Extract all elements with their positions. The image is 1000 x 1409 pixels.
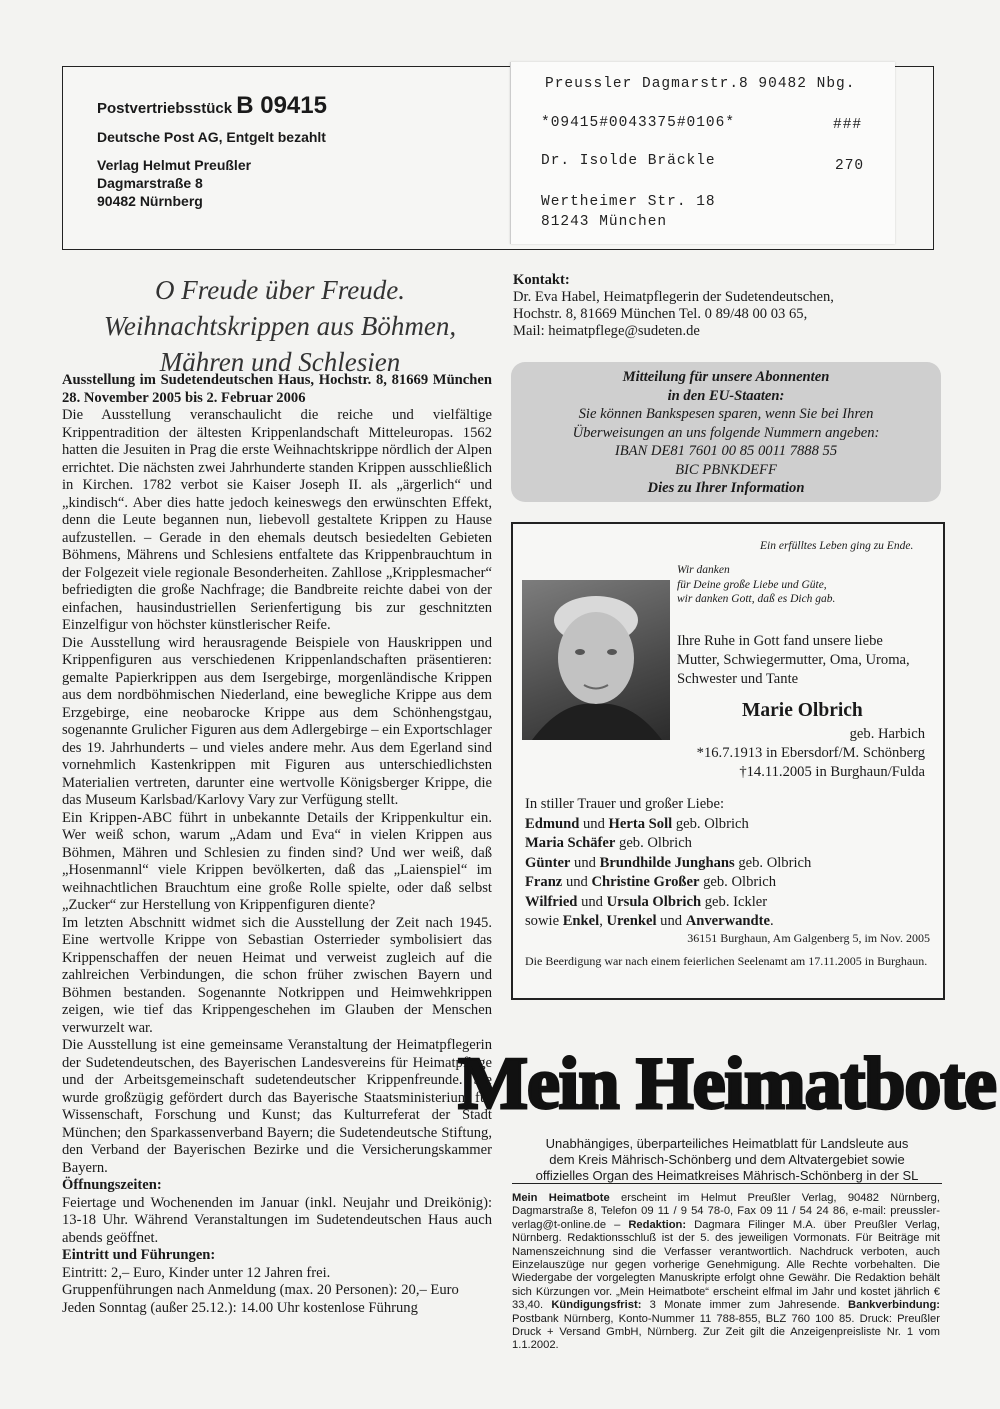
- entry-line: Jeden Sonntag (außer 25.12.): 14.00 Uhr kostenlose Führung: [62, 1299, 418, 1316]
- imprint-part: Postbank Nürnberg, Konto-Nummer 11 788-855, BLZ 760 100 85. Druck: Preußler Druck + Versand GmbH, Nürnberg. Zur Zeit gilt die Anzeigenpreisliste Nr. 1 vom 1.1.2002.: [512, 1312, 940, 1352]
- label-number: 270: [835, 158, 865, 174]
- label-city: 81243 München: [541, 214, 668, 230]
- article-title: [62, 272, 498, 380]
- obituary-dates: [680, 725, 925, 782]
- mourner-name: Brundhilde Junghans: [599, 854, 735, 871]
- mourner-name: Anverwandte: [685, 913, 771, 929]
- imprint-label: Bankverbindung:: [848, 1299, 941, 1312]
- mourner-sep: und: [579, 815, 609, 832]
- hours-heading: Öffnungszeiten:: [62, 1177, 162, 1193]
- eu-notice-box: [511, 362, 941, 502]
- sender-line: Verlag Helmut Preußler: [97, 157, 252, 173]
- verse-line: Wir danken: [677, 564, 730, 576]
- mourner-sep: sowie: [525, 913, 563, 929]
- masthead-title: Mein Heimatbote: [458, 1043, 996, 1125]
- mourner-row: [525, 893, 811, 913]
- mourner-name: Enkel: [562, 913, 600, 929]
- mourner-name: Herta Soll: [608, 815, 673, 832]
- portrait-image: [522, 580, 670, 740]
- deceased-name: Marie Olbrich: [742, 700, 863, 721]
- notice-title: in den EU-Staaten:: [667, 387, 785, 404]
- contact-heading: Kontakt:: [513, 272, 570, 288]
- mourner-name: Christine Großer: [591, 874, 700, 890]
- mourner-sep: und: [562, 874, 592, 890]
- mourner-row: [525, 854, 811, 874]
- intro-line: Mutter, Schwiegermutter, Oma, Uroma,: [677, 652, 910, 668]
- mourner-name: Maria Schäfer: [525, 835, 616, 851]
- masthead-logo: [458, 1028, 996, 1128]
- label-hashes: ###: [833, 117, 863, 133]
- mourner-row: [525, 912, 811, 932]
- mourner-born: geb. Ickler: [701, 893, 768, 910]
- obituary-intro: [677, 632, 910, 689]
- mourners-list: [525, 795, 811, 932]
- born-name: geb. Harbich: [849, 726, 925, 742]
- death-date: †14.11.2005 in Burghaun/Fulda: [739, 764, 925, 780]
- article-paragraph: Die Ausstellung veranschaulicht die reiche und vielfältige Krippentradition der ältesten Krippenlandschaft Mitteleuropas. 1562 hatten die Jesuiten in Prag die erste Weihnachtskrippe nördlich der Alpen errichtet. Die nächsten zwei Jahrhunderte standen Krippen ausschließlich in Kirchen. 1782 verbot sie Kaiser Joseph II. als „ärgerlich“ und „kindisch“. Aber dies hatte jedoch keineswegs den erwünschten Effekt, denn die Leute begannen nun, liebevoll gestaltete Krippen zu Hause aufzustellen. – Gerade in den ehemals deutsch besiedelten Gebieten Böhmens, Mährens und Schlesiens entfaltete das Krippenbrauchtum in der Folgezeit viele regionale Besonderheiten. Zahllose „Kripplesmacher“ befriedigten die große Nachfrage; die Bandbreite reichte dabei von der einfachen, hausindustriellen Serienfertigung bis zur geschnitzten Einzelfigur von höchster künstlerischer Reife.: [62, 407, 492, 633]
- contact-line: Hochstr. 8, 81669 München Tel. 0 89/48 00 03 65,: [513, 306, 808, 322]
- entry-line: Gruppenführungen nach Anmeldung (max. 20 Personen): 20,– Euro: [62, 1282, 459, 1298]
- imprint-part: erscheint im Helmut Preußler Verlag, 90482 Nürnberg, Dagmarstraße 8, Telefon 09 11 / 9 54 78-0, Fax 09 11 / 54 24 86, e-mail: preussler-verlag@t-online.de –: [512, 1192, 940, 1231]
- notice-line: Sie können Bankspesen sparen, wenn Sie bei Ihren: [578, 406, 874, 422]
- article-title-line: Mähren und Schlesien: [159, 347, 401, 377]
- mourner-born: geb. Olbrich: [734, 854, 812, 871]
- article-paragraph: Die Ausstellung wird herausragende Beispiele von Hauskrippen und Krippenfiguren aus verschiedenen Krippenlandschaften präsentieren: gemalte Papierkrippen aus dem Isergebirge, morgenländische Krippen aus dem nordböhmischen Niederland, eine bewegliche Krippe aus dem Erzgebirge, eine neobarocke Krippe aus dem Schönhengstgau, sogenannte Grulicher Figuren aus dem Adlergebirge – ein Exportschlager des 19. Jahrhunderts – und vieles andere mehr. Aus dem Egerland sind vornehmlich Kastenkrippen mit Figuren aus unterschiedlichsten Materialien vertreten, darunter eine wertvolle Königsberger Krippe, die das Museum Karlsbad/Karlovy Vary zur Verfügung stellt.: [62, 634, 492, 808]
- entry-line: Eintritt: 2,– Euro, Kinder unter 12 Jahren frei.: [62, 1264, 331, 1281]
- mourner-sep: und: [656, 913, 686, 929]
- entry-heading: Eintritt und Führungen:: [62, 1247, 216, 1263]
- imprint-block: [512, 1192, 940, 1353]
- tagline-line: Unabhängiges, überparteiliches Heimatblatt für Landsleute aus: [545, 1136, 909, 1151]
- mourner-sep: und: [577, 893, 607, 910]
- imprint-label: Kündigungsfrist:: [551, 1299, 642, 1312]
- mourner-row: [525, 834, 811, 854]
- article-title-line: Weihnachtskrippen aus Böhmen,: [103, 311, 457, 341]
- article-body: [62, 372, 492, 1317]
- imprint-part: Dagmara Filinger M.A. über Preußler Verlag, Nürnberg. Redaktionsschluß ist der 5. des jeweiligen Vormonats. Für Beiträge mit Namenszeichnung sind die Verfasser verantwortlich. Nachdruck verboten, auch Einzelauszüge nur gegen vorherige Genehmigung. Alle Rechte vorbehalten. Die Wiedergabe der vorgelegten Manuskripte erfolgt ohne Gewähr. Die Redaktion behält sich Kürzungen vor. „Mein Heimatbote“ erscheint elfmal im Jahr und kostet jährlich € 33,40.: [512, 1218, 940, 1312]
- mourner-name: Günter: [525, 854, 571, 871]
- tagline-line: dem Kreis Mährisch-Schönberg und dem Altvatergebiet sowie: [549, 1152, 905, 1167]
- mourner-sep: .: [770, 913, 774, 929]
- notice-title: Mitteilung für unsere Abonnenten: [622, 369, 830, 385]
- hours-text: Feiertage und Wochenenden im Januar (inkl. Neujahr und Dreikönig): 13-18 Uhr. Während Veranstaltungen im Sudetendeutschen Haus auch abends geöffnet.: [62, 1194, 492, 1246]
- mourner-name: Urenkel: [606, 913, 657, 929]
- article-paragraph: Die Ausstellung ist eine gemeinsame Veranstaltung der Heimatpflegerin der Sudetendeutschen, des Bayerischen Landesvereins für Heimatpflege und der Arbeitsgemeinschaft sudetendeutscher Krippenfreunde. Sie wurde großzügig gefördert durch das Bayerische Staatsministerium für Wissenschaft, Forschung und Kunst; das Kulturreferat der Stadt München; den Sparkassenverband Bayern; die Sudetendeutsche Stiftung, den Verband der Bayerischen Bezirke und die Versicherungskammer Bayern.: [62, 1037, 492, 1176]
- article-paragraph: Im letzten Abschnitt widmet sich die Ausstellung der Zeit nach 1945. Eine wertvolle Krippe von Sebastian Osterrieder symbolisiert das Krippenschaffen der neuen Heimat und verweist zugleich auf die zahlreichen Verbindungen, die schon früher zwischen Bayern und Böhmen bestanden. Sogenannte Notkrippen und Heimwehkrippen zeigen, wie tief das Krippengeschehen im Glauben der Menschen verwurzelt war.: [62, 914, 492, 1036]
- postal-item-prefix: Postvertriebsstück: [97, 100, 233, 117]
- postal-item-number: B 09415: [236, 92, 327, 119]
- obituary-verse: [677, 563, 835, 607]
- contact-line: Dr. Eva Habel, Heimatpflegerin der Sudetendeutschen,: [513, 289, 834, 305]
- notice-bic: BIC PBNKDEFF: [675, 461, 777, 478]
- masthead-tagline: [512, 1136, 942, 1184]
- label-sender: Preussler Dagmarstr.8 90482 Nbg.: [545, 76, 856, 92]
- postage-paid-note: Deutsche Post AG, Entgelt bezahlt: [97, 129, 326, 145]
- notice-closing: Dies zu Ihrer Information: [647, 480, 805, 496]
- portrait-photo: [522, 580, 670, 740]
- mourner-name: Franz: [525, 874, 563, 890]
- imprint-divider: [512, 1183, 942, 1184]
- imprint-text: [512, 1192, 940, 1353]
- imprint-label: Redaktion:: [628, 1218, 687, 1231]
- contact-email: Mail: heimatpflege@sudeten.de: [513, 323, 700, 339]
- mourner-sep: ,: [599, 913, 607, 929]
- obituary-address: 36151 Burghaun, Am Galgenberg 5, im Nov. 2005: [687, 931, 930, 945]
- article-title-line: O Freude über Freude.: [155, 275, 405, 305]
- mourner-born: geb. Olbrich: [672, 815, 749, 832]
- label-street: Wertheimer Str. 18: [541, 194, 716, 210]
- funeral-note: Die Beerdigung war nach einem feierlichen Seelenamt am 17.11.2005 in Burghaun.: [525, 954, 928, 968]
- intro-line: Ihre Ruhe in Gott fand unsere liebe: [677, 633, 883, 649]
- verse-line: wir danken Gott, daß es Dich gab.: [677, 593, 836, 605]
- mourner-name: Wilfried: [525, 893, 578, 910]
- postal-item-label: [97, 92, 327, 120]
- mourner-sep: und: [570, 854, 600, 871]
- label-recipient-name: Dr. Isolde Bräckle: [541, 153, 716, 169]
- verse-line: für Deine große Liebe und Güte,: [677, 578, 827, 591]
- mourner-row: [525, 873, 811, 893]
- postal-sender-block: [97, 128, 326, 210]
- contact-block: [513, 272, 943, 340]
- sender-line: Dagmarstraße 8: [97, 175, 203, 191]
- mourner-born: geb. Olbrich: [615, 835, 692, 851]
- mourner-name: Edmund: [525, 815, 580, 832]
- tagline-line: offizielles Organ des Heimatkreises Mährisch-Schönberg in der SL: [535, 1168, 919, 1183]
- article-paragraph: Ein Krippen-ABC führt in unbekannte Details der Krippenkultur ein. Wer weiß schon, warum „Adam und Eva“ in vielen Krippen aus Böhmen, Mähren und Schlesien zu finden sind? Und wer weiß, daß „Hosenmannl“ viele Krippen bevölkerten, daß das „Laienspiel“ im weihnachtlichen Brauchtum eine große Rolle spielte, oder daß selbst „Zucker“ zur Herstellung von Krippenfiguren diente?: [62, 809, 492, 913]
- label-code: *09415#0043375#0106*: [541, 115, 736, 131]
- notice-line: Überweisungen an uns folgende Nummern angeben:: [572, 424, 880, 441]
- intro-line: Schwester und Tante: [677, 671, 799, 687]
- birth-date: *16.7.1913 in Ebersdorf/M. Schönberg: [696, 745, 925, 761]
- mourner-born: geb. Olbrich: [699, 874, 777, 890]
- article-lead: Ausstellung im Sudetendeutschen Haus, Hochstr. 8, 81669 München 28. November 2005 bis 2. Februar 2006: [62, 372, 492, 406]
- mourner-name: Ursula Olbrich: [606, 893, 702, 910]
- sender-line: 90482 Nürnberg: [97, 193, 203, 209]
- notice-iban: IBAN DE81 7601 00 85 0011 7888 55: [614, 443, 838, 459]
- mourner-row: [525, 815, 811, 835]
- imprint-part: 3 Monate immer zum Jahresende.: [641, 1299, 849, 1312]
- imprint-name: Mein Heimatbote: [512, 1192, 610, 1204]
- obituary-epigraph: Ein erfülltes Leben ging zu Ende.: [760, 540, 914, 552]
- mourning-line: In stiller Trauer und großer Liebe:: [525, 796, 724, 812]
